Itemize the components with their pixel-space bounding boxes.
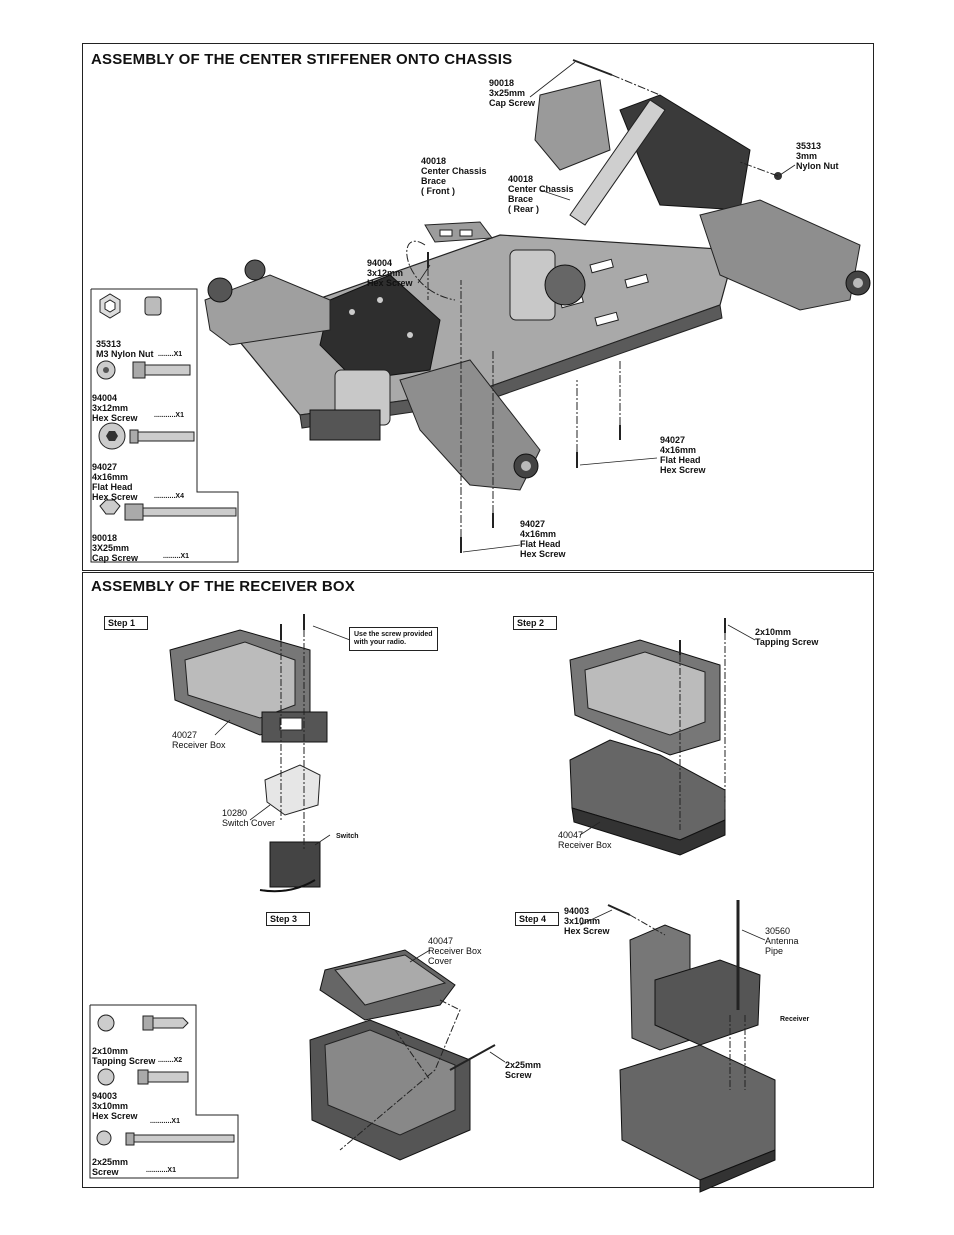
- legend-flat-head-qty: ...........X4: [154, 493, 184, 500]
- step-2-label: Step 2: [513, 616, 557, 630]
- legend-flat-head: 94027 4x16mm Flat Head Hex Screw: [92, 462, 138, 502]
- callout-nylon-nut: 35313 3mm Nylon Nut: [796, 141, 839, 171]
- legend-cap-screw-qty: .........X1: [163, 553, 190, 560]
- callout-receiver-box-2: 40047 Receiver Box: [558, 830, 612, 850]
- callout-flat-head-2: 94027 4x16mm Flat Head Hex Screw: [520, 519, 566, 559]
- legend-tapping-screw: 2x10mm Tapping Screw: [92, 1046, 156, 1066]
- callout-hex-screw-3x10: 94003 3x10mm Hex Screw: [564, 906, 610, 936]
- callout-switch: Switch: [336, 833, 359, 840]
- callout-receiver-box-1: 40027 Receiver Box: [172, 730, 226, 750]
- callout-receiver: Receiver: [780, 1016, 810, 1023]
- legend-cap-screw: 90018 3X25mm Cap Screw: [92, 533, 139, 563]
- legend-screw-2x25: 2x25mm Screw: [92, 1157, 129, 1177]
- callout-screw-2x25: 2x25mm Screw: [505, 1060, 542, 1080]
- callout-brace-rear: 40018 Center Chassis Brace ( Rear ): [508, 174, 574, 214]
- legend-hex-screw-qty: ...........X1: [154, 412, 184, 419]
- legend-screw-2x25-qty: ...........X1: [146, 1167, 176, 1174]
- legend-hex-screw-3x10: 94003 3x10mm Hex Screw: [92, 1091, 138, 1121]
- step-3-label: Step 3: [266, 912, 310, 926]
- chassis-section-title: ASSEMBLY OF THE CENTER STIFFENER ONTO CHASSIS: [91, 51, 513, 68]
- screw-note: Use the screw provided with your radio.: [349, 627, 438, 651]
- callout-cap-screw: 90018 3x25mm Cap Screw: [489, 78, 536, 108]
- legend-tapping-screw-qty: ........X2: [158, 1057, 183, 1064]
- legend-nylon-nut: 35313 M3 Nylon Nut: [96, 339, 154, 359]
- legend-hex-screw-3x12: 94004 3x12mm Hex Screw: [92, 393, 138, 423]
- callout-hex-screw: 94004 3x12mm Hex Screw: [367, 258, 413, 288]
- step-4-label: Step 4: [515, 912, 559, 926]
- callout-brace-front: 40018 Center Chassis Brace ( Front ): [421, 156, 487, 196]
- legend-nylon-nut-qty: ........X1: [158, 351, 183, 358]
- callout-box-cover: 40047 Receiver Box Cover: [428, 936, 482, 966]
- callout-flat-head-1: 94027 4x16mm Flat Head Hex Screw: [660, 435, 706, 475]
- receiver-section-title: ASSEMBLY OF THE RECEIVER BOX: [91, 578, 355, 595]
- callout-switch-cover: 10280 Switch Cover: [222, 808, 276, 828]
- callout-tapping-screw: 2x10mm Tapping Screw: [755, 627, 819, 647]
- step-1-label: Step 1: [104, 616, 148, 630]
- callout-antenna-pipe: 30560 Antenna Pipe: [765, 926, 799, 956]
- legend-hex-screw-3x10-qty: ...........X1: [150, 1118, 180, 1125]
